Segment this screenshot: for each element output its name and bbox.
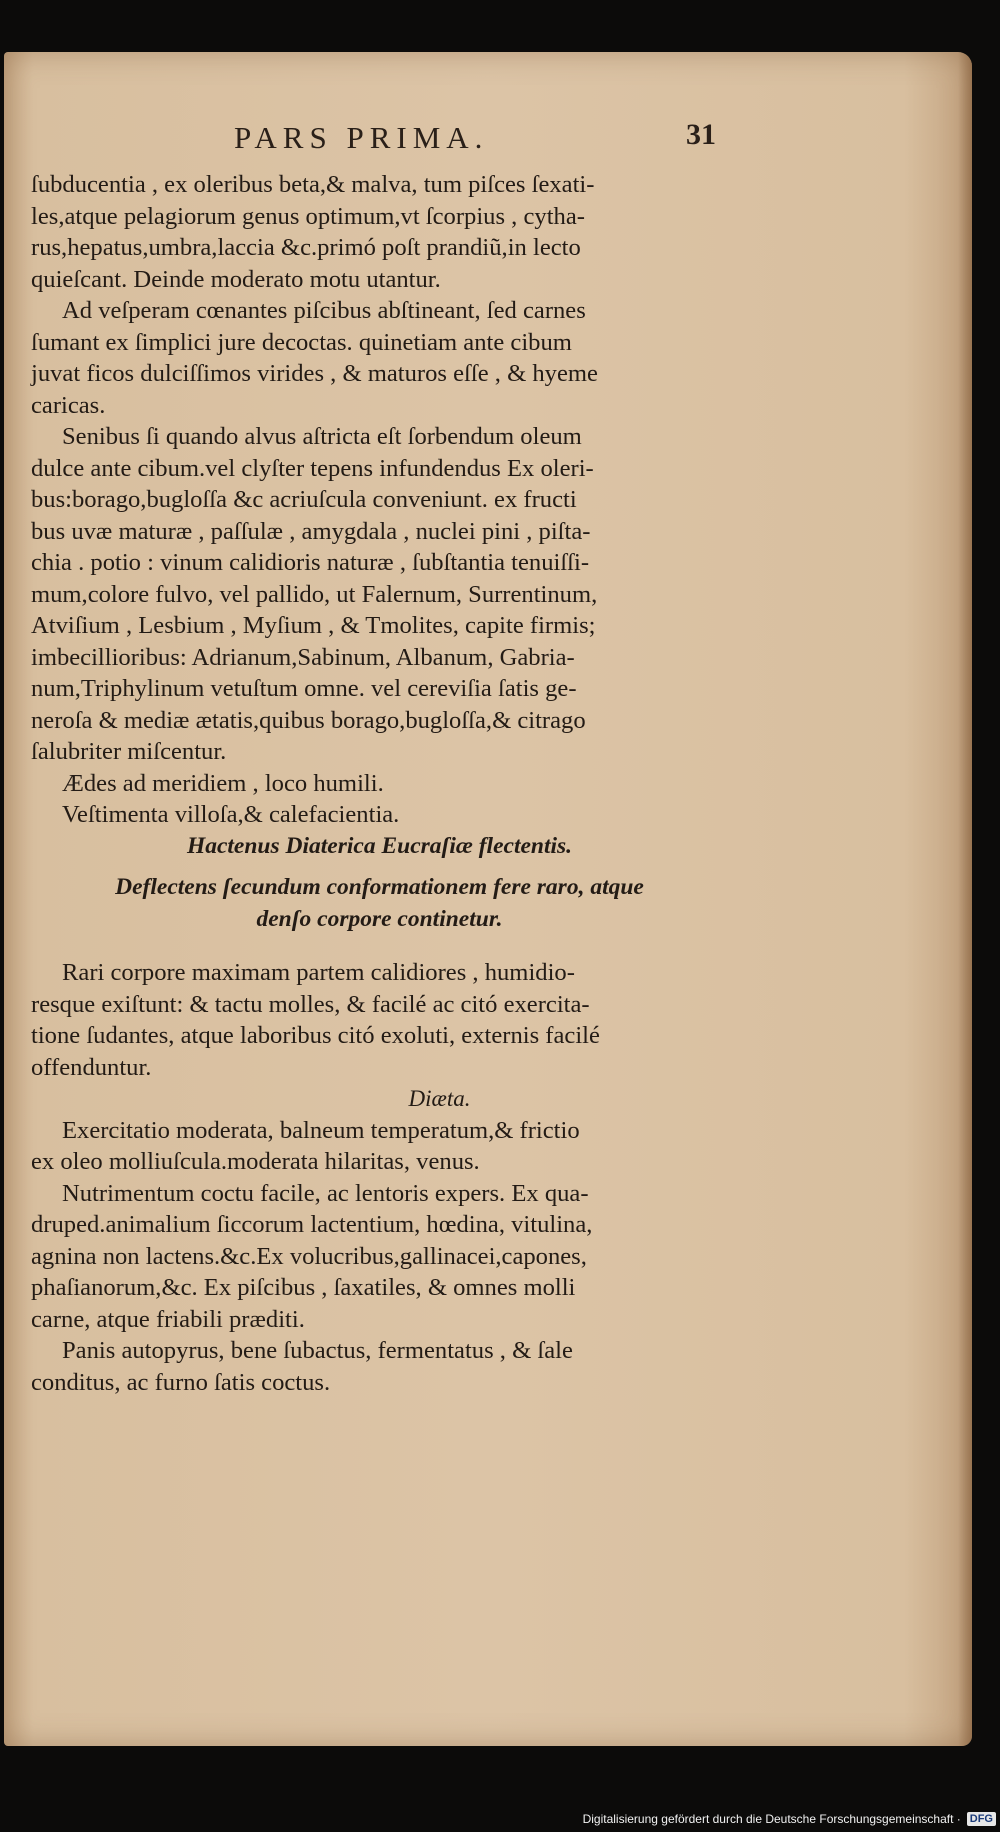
text-line: juvat ficos dulciſſimos virides , & maturos eſſe , & hyeme <box>31 360 598 387</box>
text-line: bus:borago,bugloſſa &c acriuſcula conveniunt. ex fructi <box>31 486 577 513</box>
running-head: PARS PRIMA. <box>234 120 489 155</box>
text-line: phaſianorum,&c. Ex piſcibus , ſaxatiles, & omnes molli <box>31 1274 576 1301</box>
text-line: ex oleo molliuſcula.moderata hilaritas, venus. <box>31 1148 480 1175</box>
book-page <box>4 52 972 1746</box>
text-line: dulce ante cibum.vel clyſter tepens infundendus Ex oleri- <box>31 454 594 482</box>
text-line: imbecillioribus: Adrianum,Sabinum, Albanum, Gabria- <box>31 643 575 671</box>
text-line: bus uvæ maturæ , paſſulæ , amygdala , nuclei pini , piſta- <box>31 517 591 545</box>
text-line: num,Triphylinum vetuſtum omne. vel cereviſia ſatis ge- <box>31 675 577 702</box>
text-line: neroſa & mediæ ætatis,quibus borago,bugloſſa,& citrago <box>31 706 586 734</box>
dfg-logo: DFG <box>967 1812 996 1826</box>
text-line: agnina non lactens.&c.Ex volucribus,gallinacei,capones, <box>31 1242 587 1270</box>
text-line: conditus, ac furno ſatis coctus. <box>31 1368 331 1396</box>
text-line: Deflectens ſecundum conformationem fere raro, atque <box>115 874 644 900</box>
text-line: Nutrimentum coctu facile, ac lentoris expers. Ex qua- <box>62 1179 589 1207</box>
text-line: mum,colore fulvo, vel pallido, ut Falernum, Surrentinum, <box>31 580 598 608</box>
text-line: chia . potio : vinum calidioris naturæ , ſubſtantia tenuiſſi- <box>31 549 590 576</box>
text-line: ſumant ex ſimplici jure decoctas. quinetiam ante cibum <box>31 328 572 356</box>
text-line: offenduntur. <box>31 1053 152 1081</box>
text-line: quieſcant. Deinde moderato motu utantur. <box>31 265 441 293</box>
text-line: ſalubriter miſcentur. <box>31 738 227 765</box>
text-line: Ædes ad meridiem , loco humili. <box>62 769 384 797</box>
credit-text: Digitalisierung gefördert durch die Deutsche Forschungsgemeinschaft · <box>582 1812 961 1826</box>
text-line: rus,hepatus,umbra,laccia &c.primó poſt prandiũ,in lecto <box>31 234 581 261</box>
text-line: druped.animalium ſiccorum lactentium, hœdina, vitulina, <box>31 1211 593 1238</box>
text-line: Hactenus Diaterica Eucraſiæ flectentis. <box>186 832 573 859</box>
text-line: Veſtimenta villoſa,& calefacientia. <box>62 801 400 828</box>
text-line: ſubducentia , ex oleribus beta,& malva, tum piſces ſexati- <box>31 171 595 198</box>
text-line: Ad veſperam cœnantes piſcibus abſtineant, ſed carnes <box>62 297 586 324</box>
text-line: Rari corpore maximam partem calidiores , humidio- <box>62 959 575 986</box>
page-number: 31 <box>686 118 716 151</box>
text-line: resque exiſtunt: & tactu molles, & facilé ac citó exercita- <box>31 990 590 1018</box>
text-line: Atviſium , Lesbium , Myſium , & Tmolites, capite firmis; <box>31 612 596 639</box>
text-line: Senibus ſi quando alvus aſtricta eſt ſorbendum oleum <box>62 423 582 450</box>
text-line: Exercitatio moderata, balneum temperatum,& frictio <box>62 1116 580 1144</box>
text-line: les,atque pelagiorum genus optimum,vt ſcorpius , cytha- <box>31 202 585 230</box>
page-edge-shadow <box>958 52 972 1746</box>
page-text-block <box>31 169 728 1398</box>
text-line: Panis autopyrus, bene ſubactus, fermentatus , & ſale <box>62 1337 573 1364</box>
text-line: caricas. <box>31 391 106 419</box>
text-line: carne, atque friabili præditi. <box>31 1305 305 1333</box>
text-line: tione ſudantes, atque laboribus citó exoluti, externis facilé <box>31 1022 600 1049</box>
digitization-credit <box>583 1812 996 1826</box>
text-line: denſo corpore continetur. <box>256 905 503 932</box>
text-line: Diæta. <box>408 1086 471 1111</box>
